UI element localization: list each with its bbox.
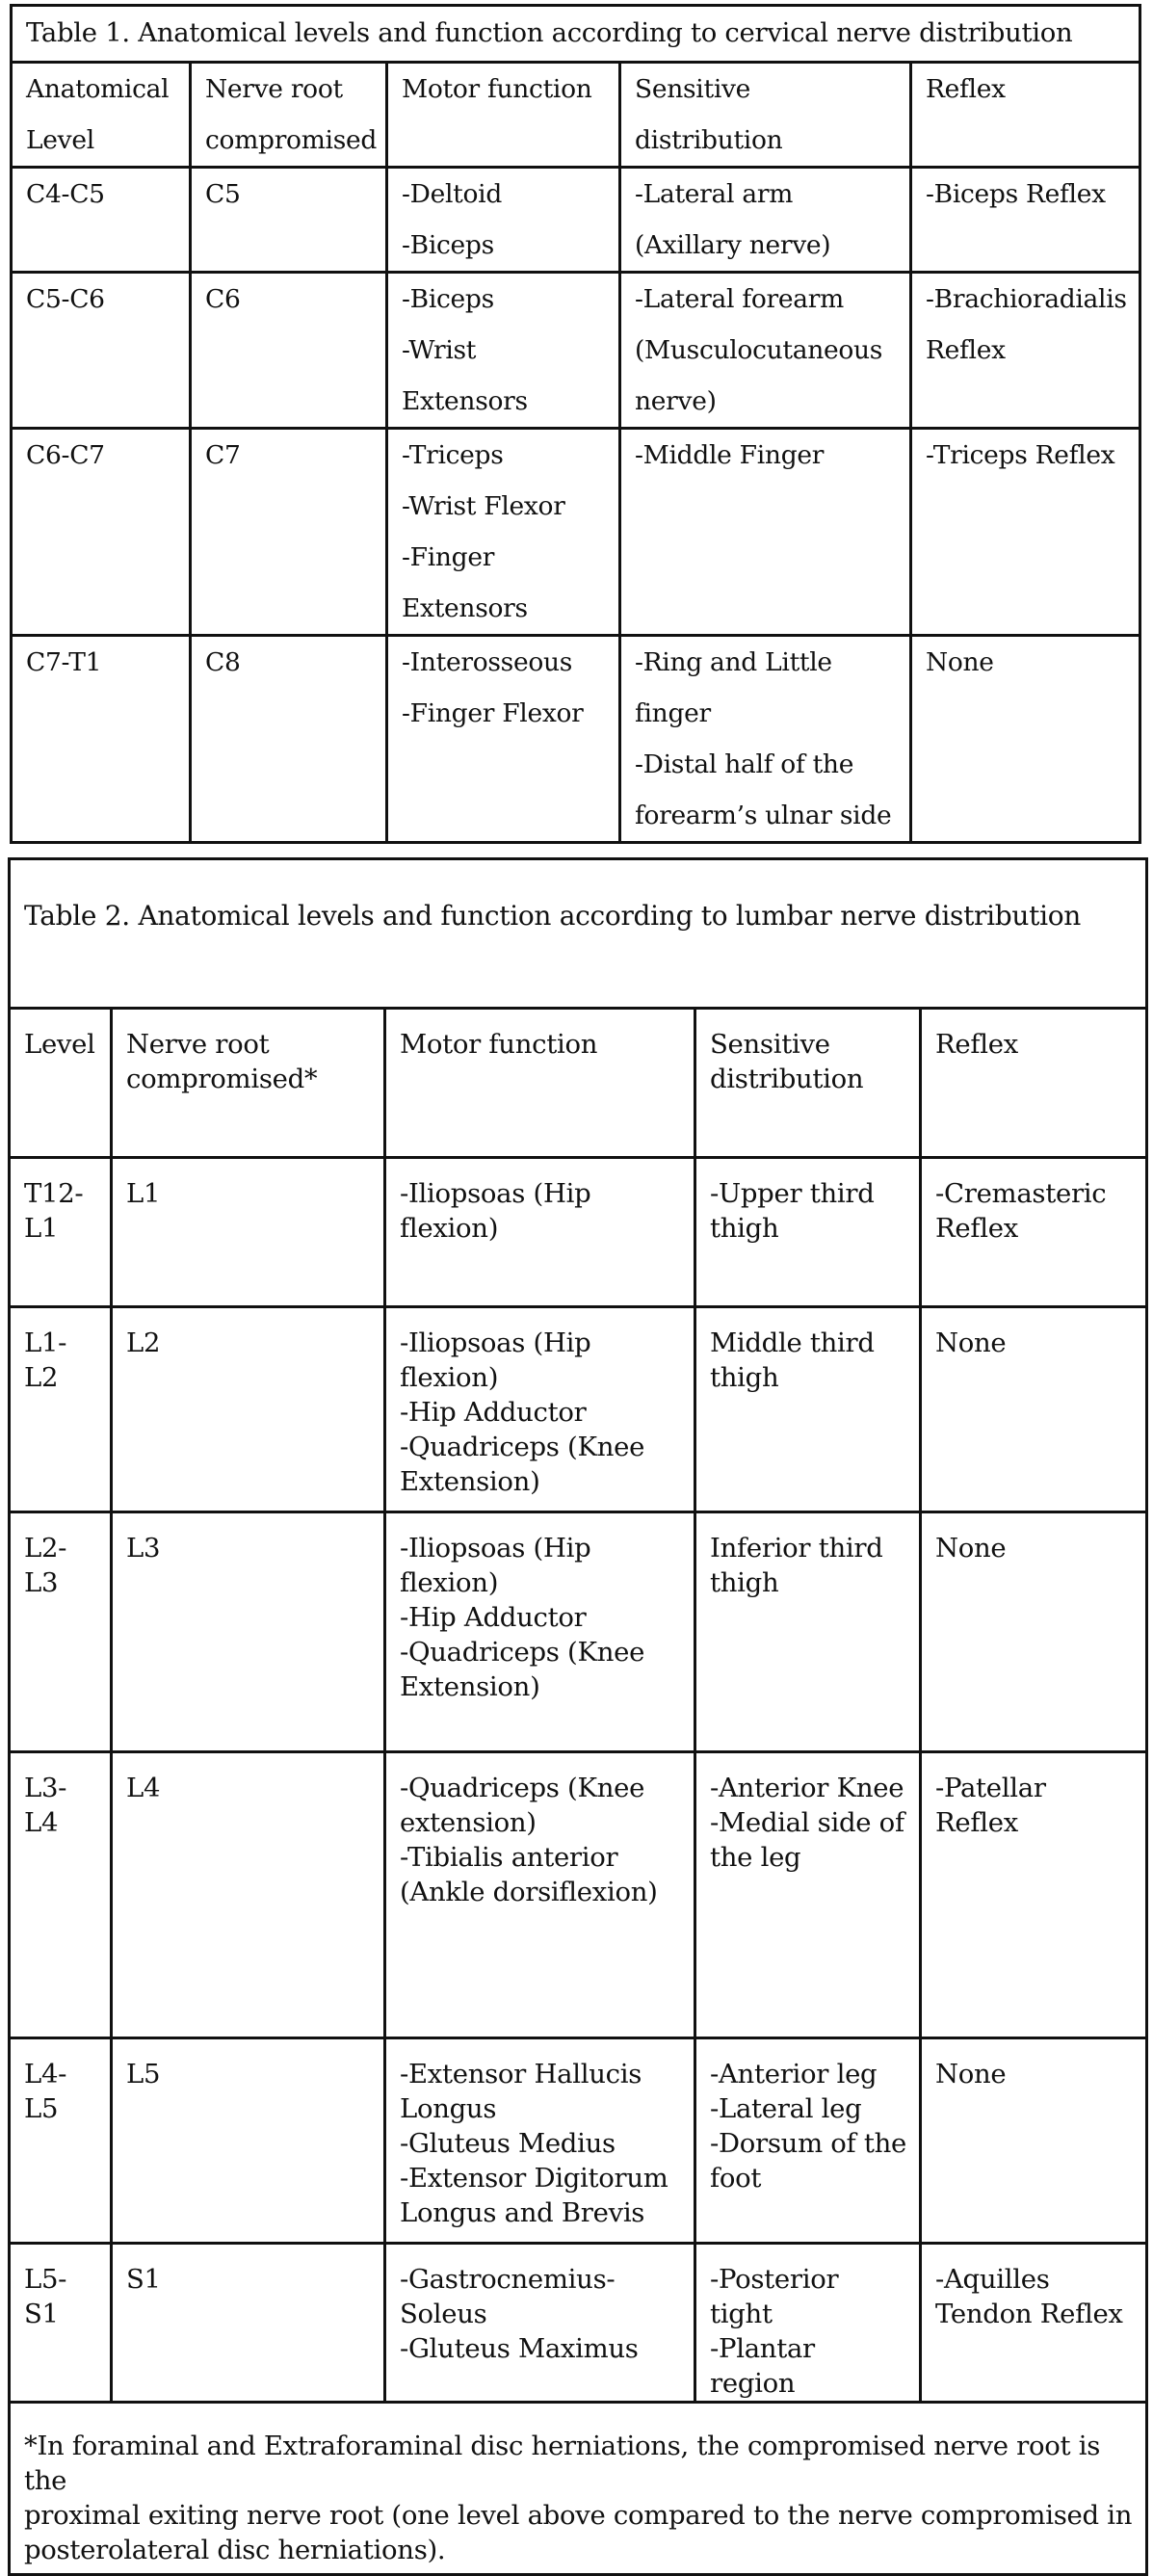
cell-line: -Patellar Reflex (935, 1773, 1046, 1838)
table-cell (10, 1512, 112, 1752)
cell-line: Level (24, 1029, 95, 1060)
cell-line: Nerve root (126, 1029, 270, 1060)
cell-line: Middle third (710, 1327, 875, 1358)
cell-line: thigh (710, 1567, 779, 1598)
cell-line: -Quadriceps (Knee (400, 1773, 645, 1803)
cell-line: (Axillary nerve) (635, 230, 831, 260)
table-cell (112, 2244, 385, 2403)
cell-line: flexion) (400, 1362, 499, 1393)
table-cell (112, 2038, 385, 2244)
cell-line: -Hip Adductor (400, 1397, 587, 1428)
cell-line: S1 (126, 2264, 161, 2295)
cell-line: *In foraminal and Extraforaminal disc herniations, the compromised nerve root is the (24, 2431, 1101, 2496)
cell-line: None (935, 2059, 1007, 2090)
cell-line: -Anterior leg (710, 2059, 878, 2090)
table-cell (695, 1752, 921, 2038)
table-caption: Table 1. Anatomical levels and function according to cervical nerve distribution (12, 6, 1140, 63)
table-row (10, 1158, 1147, 1307)
cervical-table (10, 4, 1141, 844)
cell-line: -Tibialis anterior (400, 1842, 618, 1873)
cell-line: Reflex (935, 1029, 1018, 1060)
table-cell (12, 636, 191, 843)
cell-line: -Quadriceps (Knee (400, 1637, 645, 1668)
cell-line: -Wrist Extensors (402, 335, 528, 416)
table-row (12, 429, 1140, 636)
cell-line: posterolateral disc herniations). (24, 2535, 446, 2565)
cell-line: C6-C7 (26, 440, 105, 470)
cell-line: proximal exiting nerve root (one level above compared to the nerve compromised in (24, 2500, 1133, 2531)
cell-line: Reflex (926, 335, 1006, 365)
column-header (112, 1009, 385, 1158)
cell-line: Longus and Brevis (400, 2197, 645, 2228)
column-header (12, 63, 191, 168)
cell-line: C4-C5 (26, 179, 105, 209)
cell-line: -Aquilles (935, 2264, 1050, 2295)
cell-line: None (935, 1533, 1007, 1564)
table-cell (387, 168, 620, 273)
table-cell (921, 2244, 1147, 2403)
cell-line: -Lateral arm (635, 179, 794, 209)
table-cell (10, 1752, 112, 2038)
cell-line: L5 (126, 2059, 161, 2090)
cell-line: Level (26, 125, 94, 155)
table-row (10, 1752, 1147, 2038)
column-header (911, 63, 1140, 168)
cell-line: L2-L3 (24, 1533, 67, 1598)
cell-line: -Extensor Digitorum (400, 2163, 668, 2194)
table-caption-row (12, 6, 1140, 63)
table-cell (911, 168, 1140, 273)
table-cell (12, 168, 191, 273)
cell-line: (Ankle dorsiflexion) (400, 1877, 658, 1907)
table-cell (911, 273, 1140, 429)
cell-line: -Ring and Little (635, 647, 832, 677)
cell-line: Extension) (400, 1466, 540, 1497)
cell-line: C5-C6 (26, 284, 105, 314)
cell-line: thigh (710, 1362, 779, 1393)
table-cell (695, 2038, 921, 2244)
cell-line: -Biceps Reflex (926, 179, 1106, 209)
header-row (12, 63, 1140, 168)
table-cell (112, 1158, 385, 1307)
header-row (10, 1009, 1147, 1158)
cell-line: flexion) (400, 1213, 499, 1244)
table-cell (921, 2038, 1147, 2244)
table-cell (10, 2038, 112, 2244)
table-cell (911, 429, 1140, 636)
cell-line: -Triceps (402, 440, 504, 470)
cell-line: -Quadriceps (Knee (400, 1432, 645, 1462)
table-cell (921, 1158, 1147, 1307)
cell-line: L4 (126, 1773, 161, 1803)
table-cell (387, 636, 620, 843)
cell-line: None (926, 647, 994, 677)
cell-line: Inferior third (710, 1533, 883, 1564)
cell-line: -Medial side of (710, 1807, 904, 1838)
cell-line: Nerve root (205, 74, 343, 104)
cell-line: -Lateral forearm (635, 284, 844, 314)
table-cell (385, 2244, 695, 2403)
cell-line: L2 (126, 1327, 161, 1358)
cell-line: -Brachioradialis (926, 284, 1127, 314)
table-cell (385, 1307, 695, 1512)
column-header (921, 1009, 1147, 1158)
table-cell (695, 1512, 921, 1752)
table-cell (695, 1307, 921, 1512)
cell-line: -Gluteus Medius (400, 2128, 616, 2159)
cell-line: foot (710, 2163, 762, 2194)
cell-line: Sensitive (635, 74, 751, 104)
table-cell (191, 273, 387, 429)
table-cell (620, 429, 911, 636)
cell-line: distribution (635, 125, 783, 155)
table-row (12, 273, 1140, 429)
cell-line: None (935, 1327, 1007, 1358)
cell-line: the leg (710, 1842, 801, 1873)
cell-line: L3 (126, 1533, 161, 1564)
cell-line: -Middle Finger (635, 440, 825, 470)
table-cell (10, 1158, 112, 1307)
table-cell (911, 636, 1140, 843)
table-footnote (10, 2403, 1147, 2575)
column-header (10, 1009, 112, 1158)
cell-line: -Biceps (402, 284, 494, 314)
cell-line: C5 (205, 179, 241, 209)
column-header (385, 1009, 695, 1158)
table-row (12, 168, 1140, 273)
cell-line: C7 (205, 440, 241, 470)
cell-line: Reflex (926, 74, 1006, 104)
cell-line: Motor function (402, 74, 592, 104)
cell-line: -Finger Flexor (402, 698, 584, 728)
table-cell (10, 2244, 112, 2403)
cell-line: nerve) (635, 386, 717, 416)
cell-line: L1 (24, 1213, 59, 1244)
cell-line: distribution (710, 1064, 864, 1094)
cell-line: compromised (205, 125, 378, 155)
cell-line: -Triceps Reflex (926, 440, 1115, 470)
cell-line: L3-L4 (24, 1773, 67, 1838)
footnote-row (10, 2403, 1147, 2575)
cell-line: Extensors (402, 593, 528, 623)
table-cell (112, 1752, 385, 2038)
table-cell (695, 1158, 921, 1307)
cell-line: -Deltoid (402, 179, 503, 209)
cell-line: L4-L5 (24, 2059, 67, 2124)
cell-line: T12- (24, 1178, 84, 1209)
column-header (387, 63, 620, 168)
cell-line: L5-S1 (24, 2264, 67, 2329)
cell-line: flexion) (400, 1567, 499, 1598)
table-cell (921, 1307, 1147, 1512)
cell-line: Extension) (400, 1671, 540, 1702)
cell-line: -Biceps (402, 230, 494, 260)
table-cell (620, 168, 911, 273)
cell-line: -Iliopsoas (Hip (400, 1533, 591, 1564)
table-cell (112, 1307, 385, 1512)
table-cell (12, 273, 191, 429)
cell-line: -Lateral leg (710, 2093, 862, 2124)
cell-line: -Gastrocnemius-Soleus (400, 2264, 616, 2329)
cell-line: -Dorsum of the (710, 2128, 906, 2159)
table-cell (620, 636, 911, 843)
cell-line: C7-T1 (26, 647, 102, 677)
table-cell (695, 2244, 921, 2403)
cell-line: Reflex (935, 1213, 1018, 1244)
table-row (10, 1512, 1147, 1752)
cell-line: -Gluteus Maximus (400, 2333, 639, 2364)
cell-line: -Extensor Hallucis (400, 2059, 642, 2090)
table-row (10, 2038, 1147, 2244)
table-cell (387, 273, 620, 429)
column-header (191, 63, 387, 168)
table-cell (385, 2038, 695, 2244)
cell-line: Longus (400, 2093, 497, 2124)
table-cell (112, 1512, 385, 1752)
table-cell (620, 273, 911, 429)
column-header (695, 1009, 921, 1158)
table-caption-row (10, 859, 1147, 1009)
table-cell (191, 636, 387, 843)
cell-line: C8 (205, 647, 241, 677)
table-cell (921, 1752, 1147, 2038)
table-cell (10, 1307, 112, 1512)
cell-line: -Interosseous (402, 647, 573, 677)
cell-line: -Plantar region (710, 2333, 815, 2399)
cell-line: L1-L2 (24, 1327, 67, 1393)
cell-line: -Finger (402, 542, 495, 572)
cell-line: -Anterior Knee (710, 1773, 904, 1803)
table-cell (385, 1752, 695, 2038)
cell-line: Anatomical (26, 74, 170, 104)
cell-line: (Musculocutaneous (635, 335, 883, 365)
table-caption: Table 2. Anatomical levels and function according to lumbar nerve distribution (10, 859, 1147, 1009)
cell-line: L1 (126, 1178, 161, 1209)
cell-line: thigh (710, 1213, 779, 1244)
cell-line: -Cremasteric (935, 1178, 1107, 1209)
table-cell (191, 429, 387, 636)
table-cell (387, 429, 620, 636)
cell-line: -Wrist Flexor (402, 491, 565, 521)
table-cell (385, 1512, 695, 1752)
table-cell (12, 429, 191, 636)
cell-line: forearm’s ulnar side (635, 801, 892, 830)
cell-line: -Iliopsoas (Hip (400, 1327, 591, 1358)
cell-line: Tendon Reflex (935, 2299, 1123, 2329)
lumbar-table (8, 857, 1148, 2576)
table-row (10, 1307, 1147, 1512)
cell-line: -Iliopsoas (Hip (400, 1178, 591, 1209)
cell-line: -Hip Adductor (400, 1602, 587, 1633)
cell-line: C6 (205, 284, 241, 314)
cell-line: Sensitive (710, 1029, 830, 1060)
table-cell (385, 1158, 695, 1307)
cell-line: -Posterior tight (710, 2264, 839, 2329)
table-cell (921, 1512, 1147, 1752)
cell-line: compromised* (126, 1064, 318, 1094)
table-cell (191, 168, 387, 273)
column-header (620, 63, 911, 168)
cell-line: extension) (400, 1807, 537, 1838)
table-row (10, 2244, 1147, 2403)
cell-line: finger (635, 698, 711, 728)
cell-line: Motor function (400, 1029, 598, 1060)
table-row (12, 636, 1140, 843)
cell-line: -Upper third (710, 1178, 875, 1209)
cell-line: -Distal half of the (635, 749, 854, 779)
